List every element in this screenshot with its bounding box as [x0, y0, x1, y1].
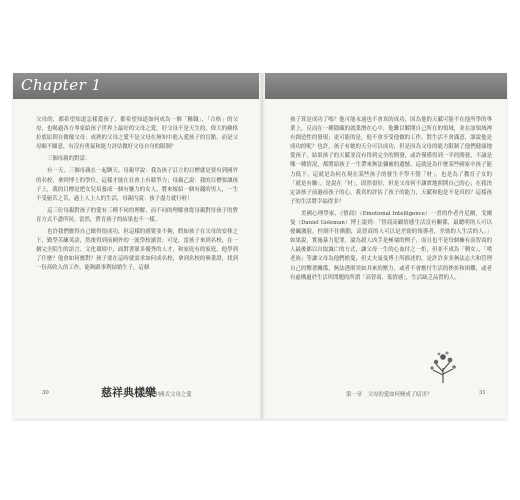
chapter-label: Chapter 1 — [21, 76, 102, 94]
body-paragraph: 這三位母親對孩子的愛有三種不同的理解，而不同的理解會從母親對待孩子的費育方式不盡所同。當然，費育孩子的結果也不一樣。 — [36, 207, 238, 223]
body-paragraph: 有一天，三個母親在一起聊天。母親甲說：我為孩子訂立的目標就是要有到國外的名校，拿到博士的學位，這樣才能在社會上有競爭力；母親乙說：我的目標要讓孩子上，我的目標是把女兒培養成一個有魅力的女人，將來嫁給一個有錢的男人，一生不受窮苦之苦，過上人上人的生活，母親丙說：孩子盡力就行啦！ — [36, 168, 238, 202]
left-page-number: 30 — [42, 390, 49, 396]
right-page-number: 31 — [479, 390, 486, 396]
body-paragraph: 孩子算是成功了嗎？他可能永遠也不會真的成功，因為他的天賦可能不在他所學的專業上，反而在一種隱藏的就業潛在心中，他難以解開自己所在的領域，並在該領域裡有創造性的發現；更可能的是，他不會享受他做的工作，對生活不會滿意，誰說他是成功的呢？也許，孩子有她的天分可以成功，但是因為父母的能力限制了他們健康地愛孩子，結果孩子的天賦並沒有得到完全的開發，或許僅僅得到一半的開發，不論是哪一種情況，都將給孩子一生帶來無法彌補的遺憾，這就是為什麼某些國家中孩子能力低下，這就是為何在現在某些孩子的發生不學不覺「材」，也是為了教育子女的「就是有賺」，是說在「材」，固然很好，但是父母何不讓實地照開自己的心；在我決定該孩子前過前孩子的心，我真的評估了孩子的能力，天賦和他是不是真的？這樣孩子的生活將幸福得多？ — [290, 117, 492, 205]
left-page-body — [36, 116, 238, 277]
body-paragraph: 父母的，都希望知道怎樣愛孩子，都希望知道如何成為一個「稱職」、「合格」的父母，也喝過各方專家給孩子世界上最好的父母之愛，好父母不是天生的，偉大的蘇格拉底原則在做傻父母：成熟的父母之愛不是父母在無知中進入愛孩子的盲點，而是父母願不願意，有沒有勇氣和能力評估做好父母自身的限制？ — [36, 117, 238, 151]
body-paragraph: 美國心理學家，《情商》（Emotional Intelligence）一書的作者丹尼爾，戈爾曼（Daniel Goleman）博士說到：「智商高顧情感生活沒有關係，最聰明的人可以發飆激射，控制不住衝動，高智商的人可以是差勁的領導者，差勁的人生活的人。」如果說，實施暴力犯罪，淪為殺人凶手是極端的例子，而且也不是每個擁有高智商的人最後都以自取滅亡的方式，讓父母一生的心血付之一炬，但並不成為「剩女」，「啃老族」等讓父母為他們擔憂，但丈夫曼曼博士所描述的，是許許多多無法志大和管理自己的嚮著關係，無法透則突如其來的壓力，或者不會應付生活的挫折和困難，或者有虛構過於生活所問題的所謂「高智商、低情感」，生活缺乏品質的人。 — [290, 210, 492, 281]
body-paragraph: 三個母親的對話： — [47, 156, 91, 163]
right-footer-title: 第一章 父母的愛如何變成了暗害？ — [346, 392, 433, 398]
book-brand-logo: 慈祥典樣樂 — [101, 386, 156, 399]
tree-illustration-icon — [423, 348, 463, 384]
body-paragraph: 也許我們應得自己做得很成功，但這樣的感覺並不夠，假如孩子在父母的安排之下，勤學苦練英語，然後得到前國外的一流學校讀書；可是，當孩子來到名校，在一個完全陌生的語言、文化環境中，面對著眾多優秀的人才，和家庭有的家庭，他學到了什麼？他會如何應對？孩子要在這時就需求如何成名校，拿到名校的畢業證，找到一份高收入的工作，能夠跟事利結婚生子，這個 — [36, 229, 238, 272]
book-gutter — [259, 73, 265, 419]
left-footer-subtitle: 透視中國式父母之愛 — [143, 392, 192, 398]
book-spread — [13, 73, 507, 419]
right-page-body — [290, 116, 492, 286]
